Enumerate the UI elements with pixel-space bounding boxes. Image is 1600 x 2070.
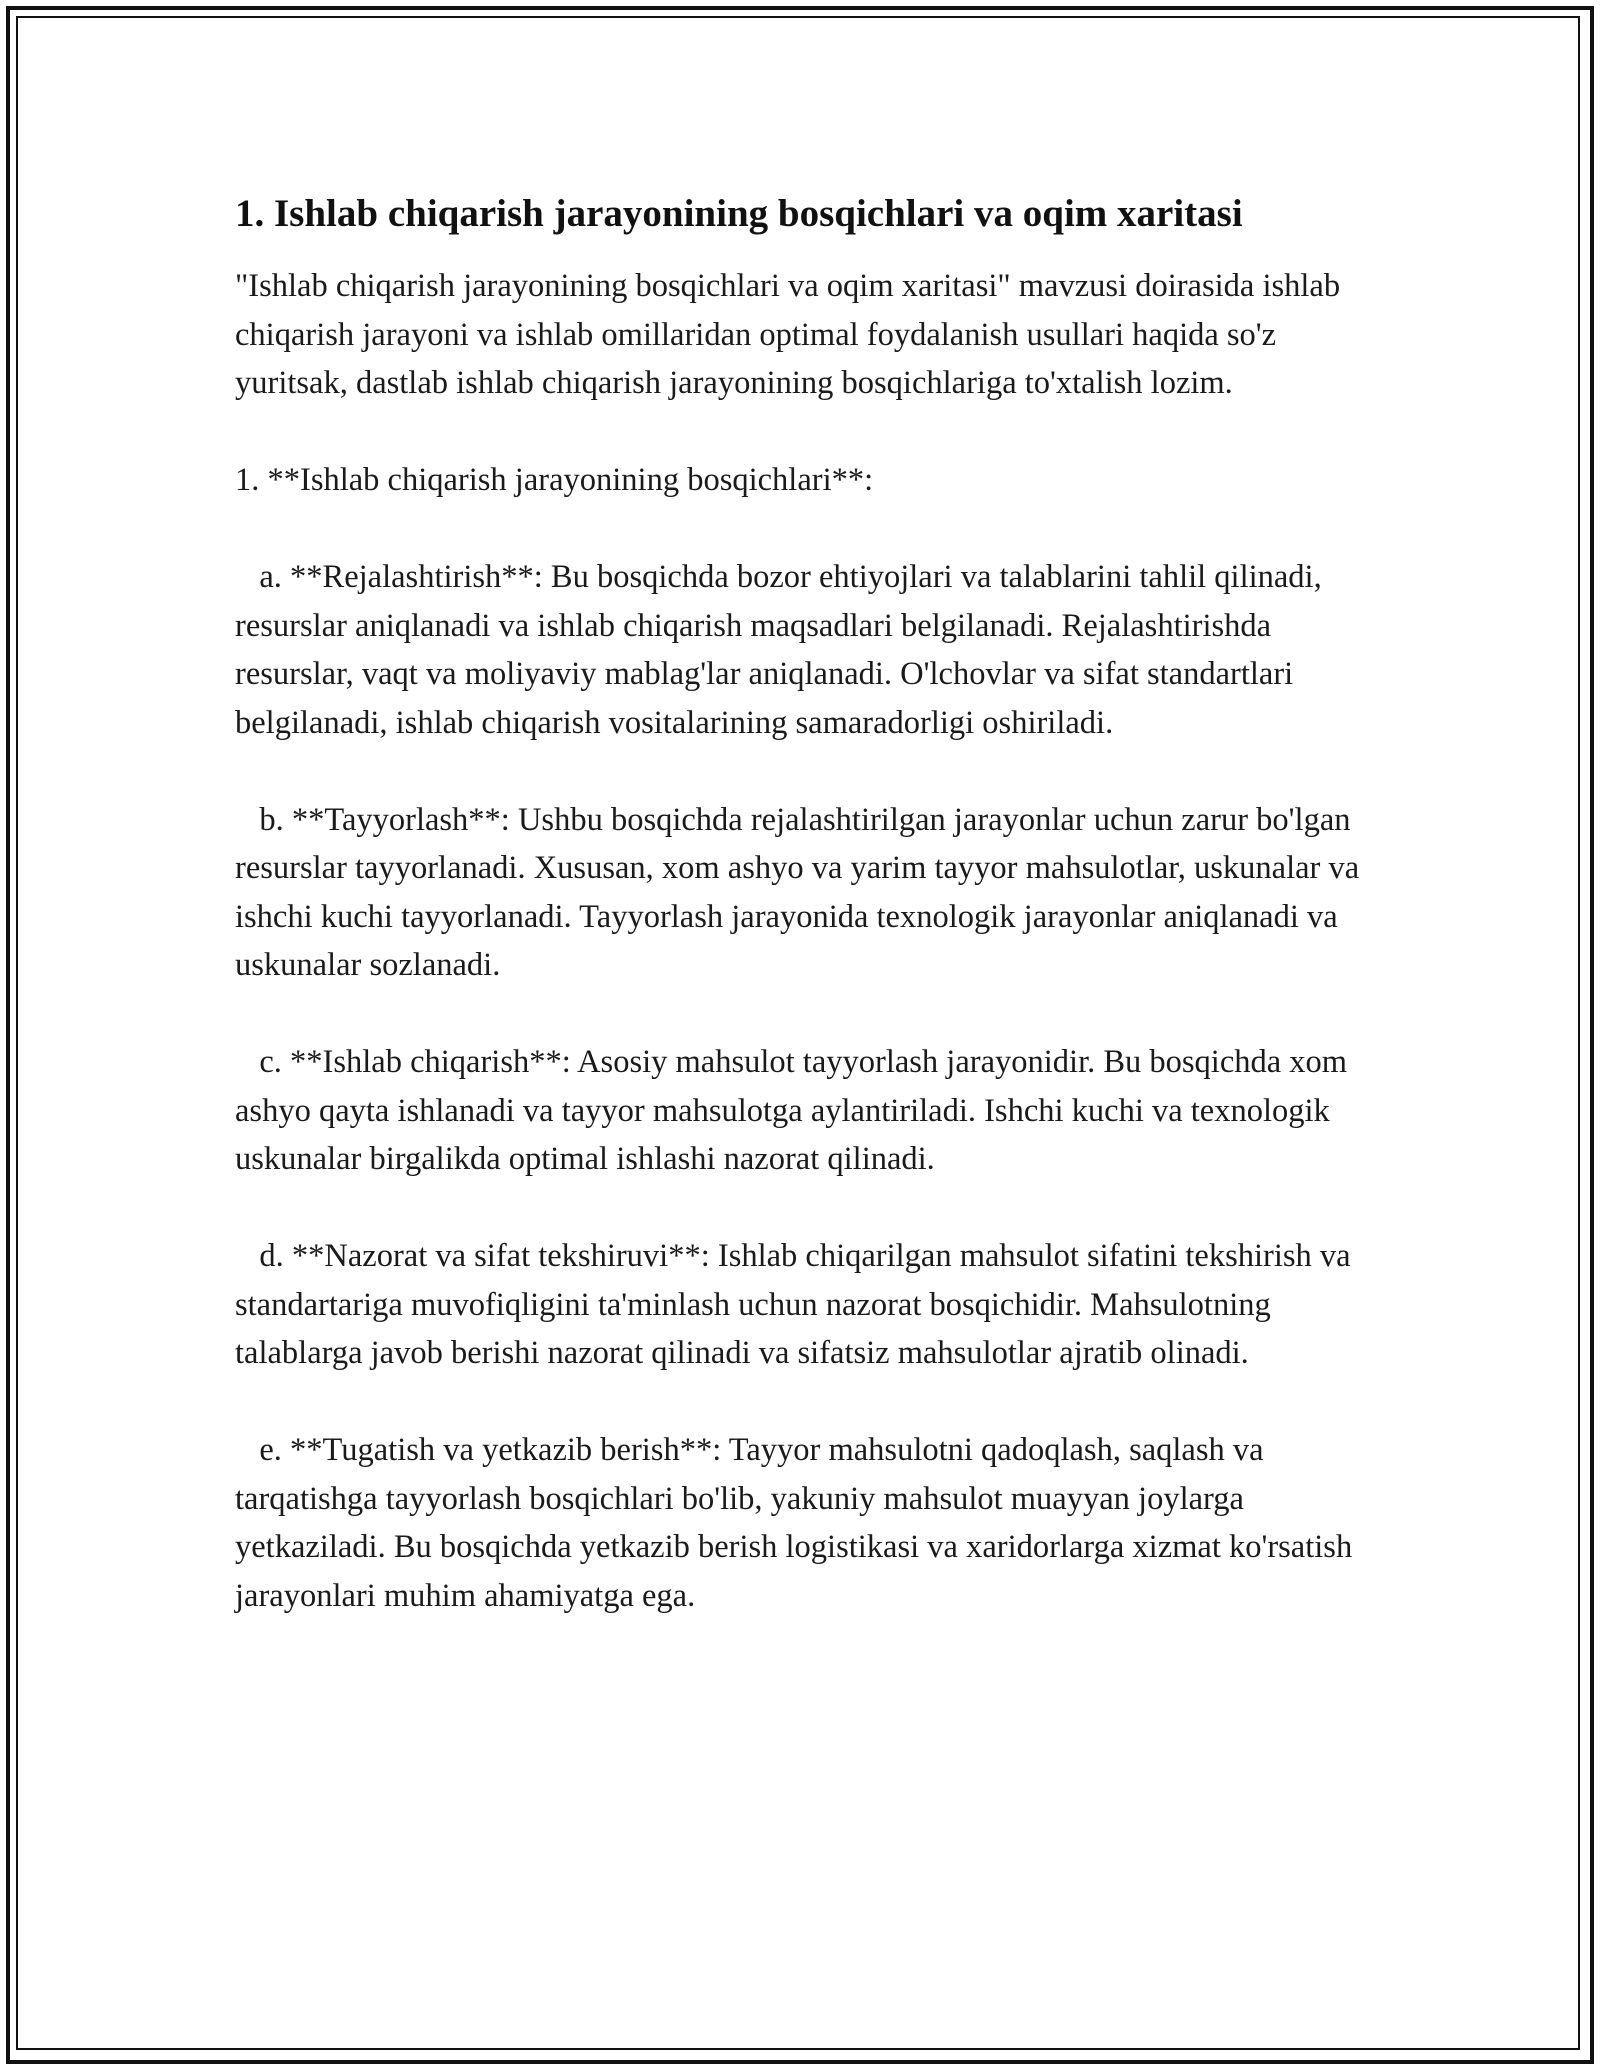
stage-a-paragraph: a. **Rejalashtirish**: Bu bosqichda bozor ehtiyojlari va talablarini tahlil qilinadi, resurslar aniqlanadi va ishlab chiqarish maqsadlari belgilanadi. Rejalashtirishda resurslar, vaqt va moliyaviy mablag'lar aniqlanadi. O'lchovlar va sifat standartlari belgilanadi, ishlab chiqarish vositalarining samaradorligi oshiriladi. (235, 559, 1322, 741)
document-title: 1. Ishlab chiqarish jarayonining bosqichlari va oqim xaritasi (235, 192, 1243, 235)
stage-b-paragraph: b. **Tayyorlash**: Ushbu bosqichda rejalashtirilgan jarayonlar uchun zarur bo'lgan resurslar tayyorlanadi. Xususan, xom ashyo va yarim tayyor mahsulotlar, uskunalar va ishchi kuchi tayyorlanadi. Tayyorlash jarayonida texnologik jarayonlar aniqlanadi va uskunalar sozlanadi. (235, 801, 1360, 983)
section-heading-paragraph: 1. **Ishlab chiqarish jarayonining bosqichlari**: (235, 462, 874, 498)
intro-paragraph: "Ishlab chiqarish jarayonining bosqichlari va oqim xaritasi" mavzusi doirasida ishlab chiqarish jarayoni va ishlab omillaridan optimal foydalanish usullari haqida so'z yuritsak, dastlab ishlab chiqarish jarayonining bosqichlariga to'xtalish lozim. (235, 268, 1341, 401)
stage-e-paragraph: e. **Tugatish va yetkazib berish**: Tayyor mahsulotni qadoqlash, saqlash va tarqatishga tayyorlash bosqichlari bo'lib, yakuniy mahsulot muayyan joylarga yetkaziladi. Bu bosqichda yetkazib berish logistikasi va xaridorlarga xizmat ko'rsatish jarayonlari muhim ahamiyatga ega. (235, 1432, 1353, 1614)
stage-d-paragraph: d. **Nazorat va sifat tekshiruvi**: Ishlab chiqarilgan mahsulot sifatini tekshirish va standartariga muvofiqligini ta'minlash uchun nazorat bosqichidir. Mahsulotning talablarga javob berishi nazorat qilinadi va sifatsiz mahsulotlar ajratib olinadi. (235, 1238, 1351, 1371)
stage-c-paragraph: c. **Ishlab chiqarish**: Asosiy mahsulot tayyorlash jarayonidir. Bu bosqichda xom ashyo qayta ishlanadi va tayyor mahsulotga aylantiriladi. Ishchi kuchi va texnologik uskunalar birgalikda optimal ishlashi nazorat qilinadi. (235, 1044, 1348, 1177)
document-body (235, 188, 1385, 1669)
